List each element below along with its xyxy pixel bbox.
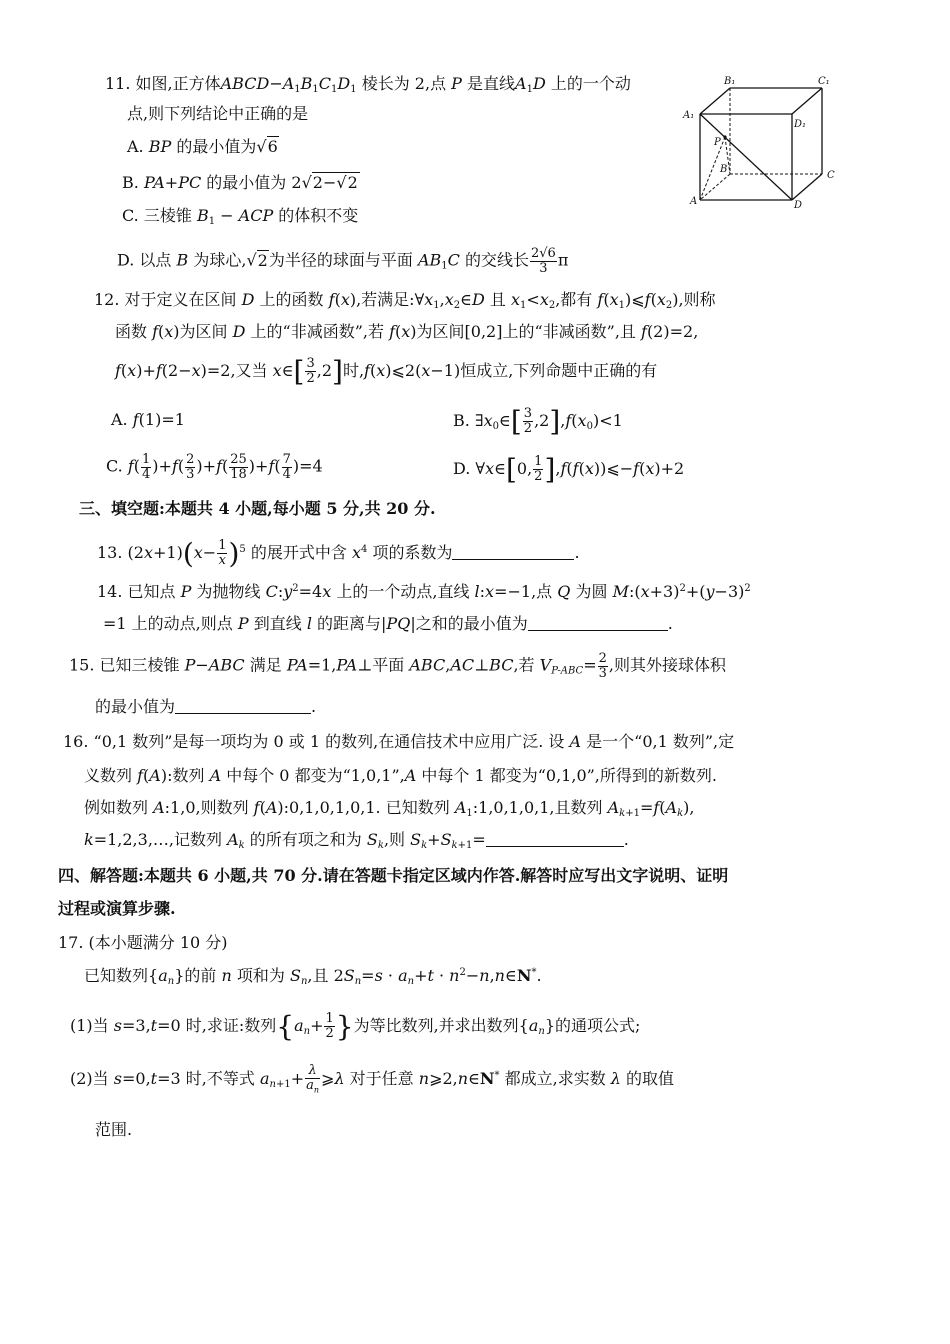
section4-line1: 四、解答题:本题共 6 小题,共 70 分.请在答题卡指定区域内作答.解答时应写出文字说明、证明 bbox=[58, 866, 729, 885]
label-b: B bbox=[720, 164, 728, 175]
label-c: C bbox=[827, 170, 835, 181]
section4-line2: 过程或演算步骤. bbox=[58, 899, 176, 918]
label-b1: B₁ bbox=[724, 76, 736, 87]
q12-option-d: D. ∀x∈[0, $\frac{1}{2}$ ],f(f(x))⩽−f(x)+2 bbox=[453, 453, 685, 486]
q12-option-c: C. f( $\frac{1}{4}$ )+f( $\frac{2}{3}$ )+f( $\frac{25}{18}$ )+f( $\frac{7}{4}$ )=4 bbox=[106, 452, 323, 482]
label-d: D bbox=[794, 200, 803, 211]
label-d1: D₁ bbox=[794, 119, 807, 130]
q16-line4: k=1,2,3,…,记数列 $A_k$ 的所有项之和为 $S_k$,则 $S_k+S_{k+1}=$ . bbox=[84, 830, 629, 851]
q17-part2-line2: 范围. bbox=[95, 1120, 133, 1139]
q12-line3: f(x)+f(2−x)=2,又当 x∈[ $\frac{3}{2}$ ,2]时,f(x)⩽2(x−1)恒成立,下列命题中正确的有 bbox=[115, 355, 658, 388]
cube-edge bbox=[792, 88, 822, 114]
q14-line1: 14. 已知点 P 为抛物线 $C:y^2=4x$ 上的一个动点,直线 l:x=−1,点 Q 为圆 $M:(x+3)^2+(y-3)^2$ bbox=[97, 582, 751, 601]
q11-option-c: C. 三棱锥 $B_1$ − ACP 的体积不变 bbox=[122, 206, 359, 227]
q16-line2: 义数列 f(A):数列 A 中每个 0 都变为“1,0,1”,A 中每个 1 都变为“0,1,0”,所得到的新数列. bbox=[84, 766, 717, 785]
q11-line1: 11. 如图,正方体$ABCD-A_1B_1C_1D_1$ 棱长为 2,点 P 是直线$A_1D$ 上的一个动 bbox=[105, 74, 631, 95]
label-p: P bbox=[714, 137, 721, 148]
q15-line2: 的最小值为 . bbox=[95, 697, 317, 716]
q12-line1: 12. 对于定义在区间 D 上的函数 f(x),若满足$:\forall x_1,x_2\in D$ 且 $x_1<x_2$,都有 $f(x_1)⩽f(x_2)$,则称 bbox=[94, 290, 716, 311]
q11-option-a: A. BP 的最小值为√6 bbox=[127, 137, 278, 156]
label-a1: A₁ bbox=[683, 110, 695, 121]
cube-edge bbox=[792, 174, 822, 200]
diagonal-a1d bbox=[700, 114, 792, 200]
label-c1: C₁ bbox=[818, 76, 830, 87]
q13: 13. (2x+1)(x− $\frac{1}{x}$ )$^5$ 的展开式中含 $x^4$ 项的系数为 . bbox=[97, 537, 580, 570]
q17-part1: (1)当 s=3,t=0 时,求证:数列{$a_n+$ $\frac{1}{2}$ }为等比数列,并求出数列$\{a_n\}$的通项公式; bbox=[70, 1010, 641, 1043]
point-p bbox=[723, 135, 726, 138]
cube-figure bbox=[680, 72, 845, 212]
q11-line2: 点,则下列结论中正确的是 bbox=[127, 104, 309, 123]
q12-line2: 函数 f(x)为区间 D 上的“非减函数”,若 f(x)为区间[0,2]上的“非减函数”,且 f(2)=2, bbox=[115, 322, 699, 341]
q16-line3: 例如数列 A:1,0,则数列 f(A):0,1,0,1,0,1. 已知数列 $A_1:1,0,1,0,1$,且数列 $A_{k+1}=f(A_k)$, bbox=[84, 798, 695, 819]
q17-part2-line1: (2)当 s=0,t=3 时,不等式 $a_{n+1}+$ $\frac{\lambda}{a_n}$ ⩾λ 对于任意 n⩾2,n∈N* 都成立,求实数 λ 的取值 bbox=[70, 1063, 675, 1095]
q17-stem: 已知数列$\{a_n\}$的前 n 项和为 $S_n$,且 $2S_n=s \cdot a_n+t$ · $n^2-n,n\in N^*$. bbox=[84, 966, 542, 987]
q14-line2: =1 上的动点,则点 P 到直线 l 的距离与|PQ|之和的最小值为 . bbox=[103, 614, 673, 633]
section3-title: 三、填空题:本题共 4 小题,每小题 5 分,共 20 分. bbox=[79, 499, 436, 518]
label-a: A bbox=[690, 196, 698, 207]
q15-line1: 15. 已知三棱锥 P−ABC 满足 PA=1,PA⊥平面 ABC,AC⊥BC,若 $V_{P-ABC}=$ $\frac{2}{3}$ ,则其外接球体积 bbox=[69, 651, 726, 681]
cube-edge bbox=[700, 88, 730, 114]
q16-line1: 16. “0,1 数列”是每一项均为 0 或 1 的数列,在通信技术中应用广泛. 设 A 是一个“0,1 数列”,定 bbox=[63, 732, 735, 751]
q12-option-a: A. f(1)=1 bbox=[111, 410, 185, 429]
q11-option-d: D. 以点 B 为球心,√2为半径的球面与平面 $AB_1C$ 的交线长 $\frac{2√6}{3}$ π bbox=[117, 246, 569, 276]
cube-edge-dashed bbox=[700, 174, 730, 200]
q12-option-b: B. $\exists x_0\in$[ $\frac{3}{2}$ $,2],f(x_0)<1$ bbox=[453, 405, 623, 438]
q17-title: 17. (本小题满分 10 分) bbox=[58, 933, 228, 952]
q11-option-b: B. PA+PC 的最小值为 2√2−√2 bbox=[122, 173, 358, 192]
